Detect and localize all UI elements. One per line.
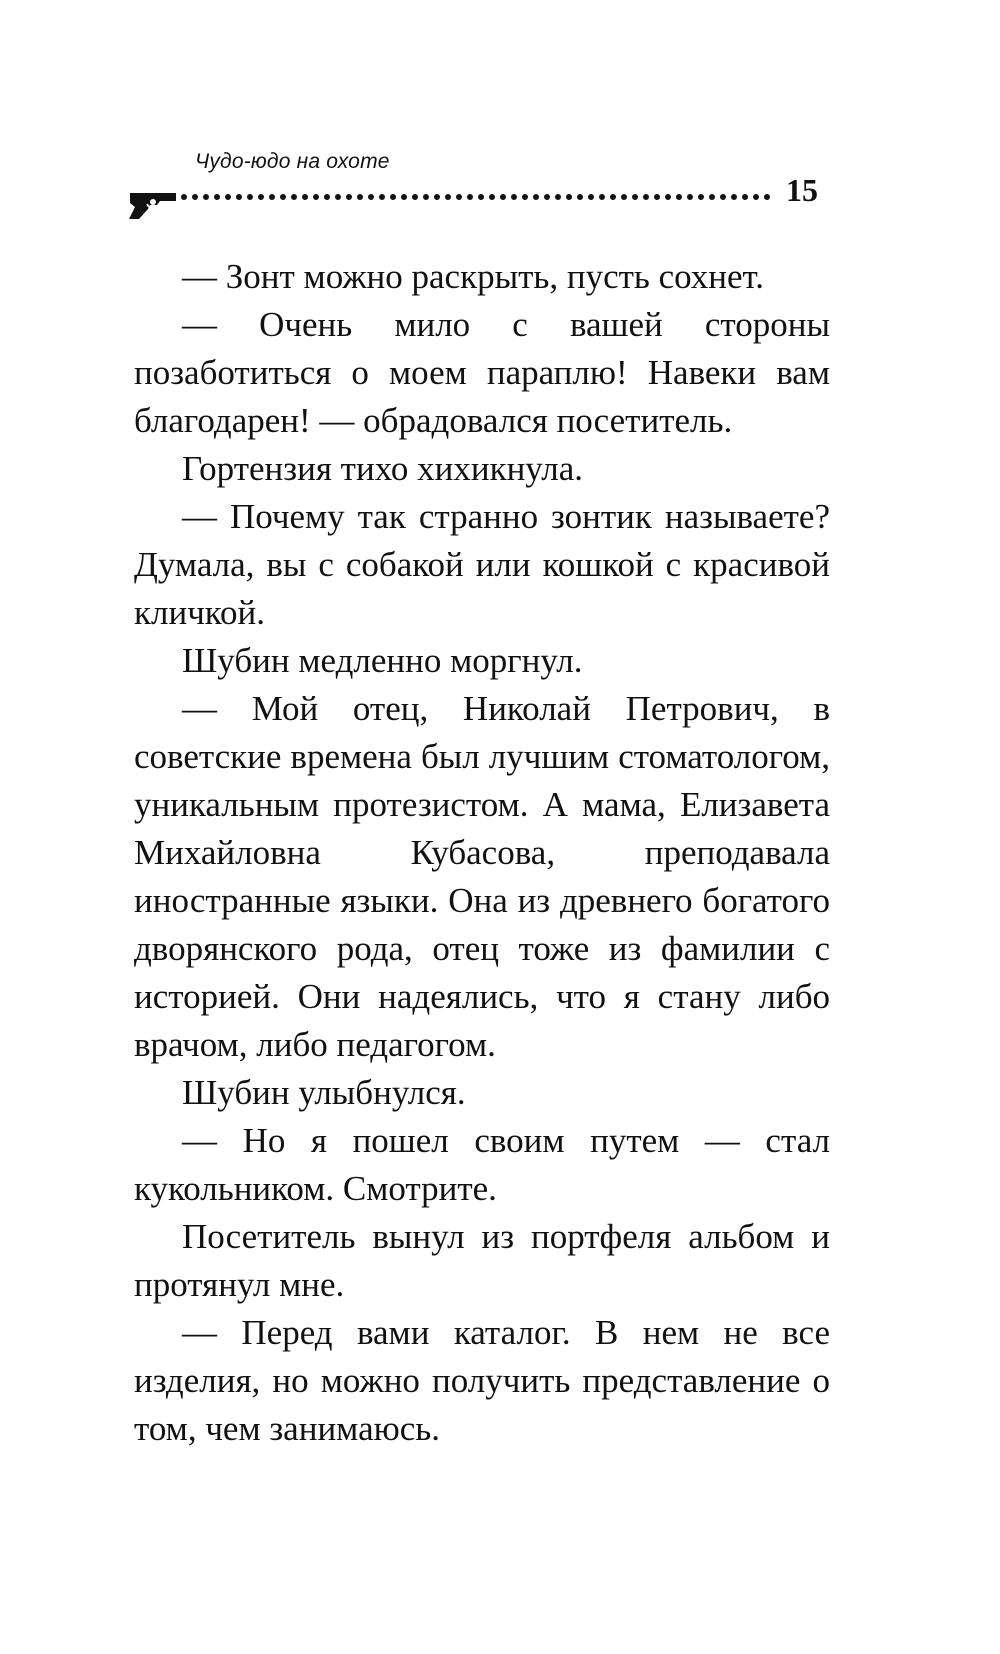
text-body bbox=[134, 253, 830, 1453]
paragraph: Гортензия тихо хихикнула. bbox=[182, 449, 584, 488]
paragraph: — Почему так странно зонтик называете? Думала, вы с собакой или кошкой с красивой кличкой. bbox=[134, 497, 830, 632]
running-title: Чудо-юдо на охоте bbox=[195, 150, 390, 173]
paragraph: Шубин медленно моргнул. bbox=[182, 641, 583, 680]
paragraph: Шубин улыбнулся. bbox=[182, 1073, 466, 1112]
paragraph: — Мой отец, Николай Петрович, в советские времена был лучшим стоматологом, уникальным протезистом. А мама, Елизавета Михайловна Кубасова, преподавала иностранные языки. Она из древнего богатого дворянского рода, отец тоже из фамилии с историей. Они надеялись, что я стану либо врачом, либо педагогом. bbox=[134, 689, 830, 1064]
page-number: 15 bbox=[786, 172, 818, 208]
paragraph: — Зонт можно раскрыть, пусть сохнет. bbox=[182, 257, 764, 296]
leader-dots bbox=[180, 192, 778, 202]
revolver-icon bbox=[126, 190, 178, 220]
paragraph: Посетитель вынул из портфеля альбом и протянул мне. bbox=[134, 1217, 830, 1304]
paragraph: — Очень мило с вашей стороны позаботиться о моем параплю! Навеки вам благодарен! — обрадовался посетитель. bbox=[134, 305, 830, 440]
paragraph: — Перед вами каталог. В нем не все изделия, но можно получить представление о том, чем занимаюсь. bbox=[134, 1313, 830, 1448]
paragraph: — Но я пошел своим путем — стал кукольником. Смотрите. bbox=[134, 1121, 830, 1208]
